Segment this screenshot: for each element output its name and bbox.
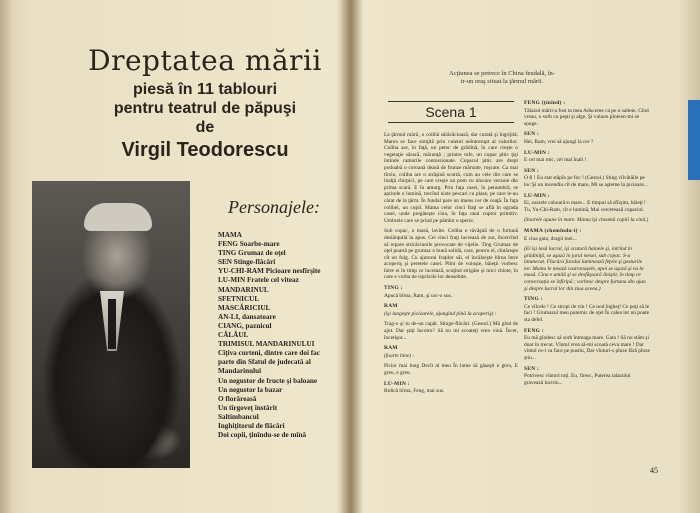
cast-item: MANDARINUL [218,285,269,294]
text-column-left [384,132,518,399]
paragraph: Ce vîlcele ! Ce stropi de vin ! Ce nod îngheţ! Ce poţi să le faci ! Grumazul meu puternic de oţel În calea lor nu poate sta defel. [524,303,650,324]
cast-item: CIANG, paznicul [218,321,272,330]
cast-item: Doi copii, ţinîndu-se de mînă [218,431,307,440]
play-subtitle-2: pentru teatrul de păpuşi [113,100,297,117]
paragraph: Hei, Ram, vrei să ajungi la cer ? [524,138,594,145]
speaker-label: SEN : [524,167,540,174]
cast-item: CĂLĂUL [218,331,249,340]
setting-note [432,70,572,86]
play-subtitle-3: de [195,119,215,136]
cast-item: Inghiţitorul de flăcări [218,421,285,430]
setting-line-2: tr-un oraş situat la ţărmul mării. [460,78,544,85]
photo-tie [108,299,116,349]
bookmark-tab [688,100,700,180]
speaker-label: FENG : [524,327,544,334]
author-name: Virgil Teodorescu [121,139,289,161]
page-number: 45 [650,466,658,475]
cast-item: LU-MIN Fratele cel viteaz [218,276,299,285]
cast-item: TING Grumaz de oţel [218,249,286,258]
paragraph: Ei, soarele coboară-n mare... E timpul să sfîrşim, băieţi ! Tu, Yu-Chi-Ram, cît e lumină, Mai cercetează copaciul. [524,200,646,213]
cast-item: Un tîrgoveţ înstărit [218,403,278,412]
speaker-label: TING : [524,296,543,303]
cast-item: MAMA [218,231,242,239]
stage-direction: (Ei îşi lasă lucrul, îşi scutură hainele şi, intrînd în grădiniţă, se aşază în jurul mesei, sub copac. S-a întunecat. Flacăra focului luminează feţele şi gesturile lor. Mama le mează castronaşele, apoi se aşază şi ea la masă. Cina e umilă şi se desfăşoară liniştit, în timp ce conversaţia se înfiripă ; vorbesc despre furtuna din ajun şi despre lucrul lor din ziua aceea.) [524,246,646,292]
cast-item: FENG Soarbe-mare [218,240,280,249]
speaker-label: RAM [384,345,398,352]
speaker-label: LU-MIN : [524,192,550,199]
characters-heading: Personajele: [228,197,320,217]
paragraph: Picior mai lung Decît al meu În lume să găseşti e greu, E greu, e greu. [384,363,518,376]
paragraph: Apucă bîrna, Ram, şi urc-o sus. [384,292,452,299]
cast-item: AN-LI, dansatoare [218,312,276,321]
cast-item: Un negustor la bazar [218,385,283,394]
cast-item: SFETNICUL [218,294,260,303]
cast-item: SEN Stinge-flăcări [218,258,276,267]
paragraph: Tălazul mării-a fost ta mea Aduceme ca pe o salteie. Cînd vreau, o sorb cu peşti şi alge, Şi vuluen pînteen-mi se spoge. [524,107,649,127]
speaker-label: SEN : [524,365,540,372]
play-title: Dreptatea mării [88,44,322,77]
paragraph: Ridică bîrna, Feng, mai sus. [384,388,445,395]
stage-direction: (foarte bine) : [384,352,415,359]
scene-title: Scena 1 [425,104,477,120]
cast-item: Un negustor de fructe şi baloane [218,376,318,385]
stage-direction: (Soarele apune în mare. Mama îşi cheamă copiii la cină.) [524,217,649,224]
speaker-label: LU-MIN : [524,149,550,156]
paragraph: E cina gata, dragii mei... [524,235,577,242]
play-subtitle-1: piesă în 11 tablouri [132,81,278,98]
stage-direction: (îşi lungeşte picioarele, ajungînd pînă la acoperiş) : [384,310,497,317]
cast-item: Saltimbancul [218,412,259,421]
cast-item: O florăreasă [218,394,257,403]
photo-hair [84,203,152,231]
paragraph: La ţărmul mării, o colibă sărăcăcioasă, dar curată şi îngrijită. Marea se face simţită prin vuietul neîntrerupt al valurilor. Coliba are, în faţă, un petec de grădină, în care creşte o vegetaţie săracă, mărunţă ; printre tufe, un copac pitic ţişi întinde ramurile contorsionate. Copacul pitic are drept podoabă o coroană deasă de frunze mărunte, roşcate. Ca mai tîrziu, coliba are o străşină scurtă, cum au cele din care se înalţă chirpici, pe care creşte un pom cu ulucare verzuie din prima scară. E în amurg. Prin faţa casei, în penumbră, se aprinde o lumină, trecînd niste pescari cu plase, pe care le-au cărat de la ţărm. În fundal pare un imens cer de ceaţă. În faţa colibei, un copil. Mama celor cinci fraţi se află în ograda casei, unde pregăteşte cina, în faţa unui cuptor primitiv. Umbrele care se prind pe pămînt o sperie. [384,132,518,224]
paragraph: Potrivesc vînturi toţi. Eu, firesc, Puterea talazului gravează luciriu... [524,373,631,386]
setting-line-1: Acţiunea se petrece în China feudală, în- [449,70,555,77]
left-page-edge [0,0,14,513]
cast-item: Cîţiva curteni, dintre care doi fac [218,349,320,358]
cast-item: TRIMISUL MANDARINULUI [218,340,315,349]
cast-item: parte din Sfatul de judecată al [218,358,311,367]
cast-item: YU-CHI-RAM Picioare nesfîrşite [218,267,321,276]
cast-item: Mandarinului [218,367,262,376]
speaker-label: RAM [384,303,398,310]
paragraph: Sub copac, o masă, lavite. Coliba e răvăşită de o furtună deslănţuită la apus. Cei cinci fraţi lucrează de zor, încercînd să repare stricăciunile provocate de vijelie. Ting Grumaz de oţel poartă pe grumaz o bună solidă, care, pentru el, cîntăreşte cît un fulg. Cu ajutorul fraţilor săi, el încălzeşte bîrna între acoperiş şi peretele casei. Plini de voioşie, băieţii vorbesc între ei în timp ce lucrează, scoţînd strigăte şi mici chiote, în care e vorba de isprăvile lor deosebite. [384,228,518,281]
text-column-right [524,100,650,390]
paragraph: Eu mă gîndesc să sorb întreaga mare. Gata ! Să nu stăm şi doar în trecut. Vîntul vrea să-mi scoată ceva mare ! Dar vîntul ce-l va face pe pustiu, Dar vînturi-s pînze fără pînze ştiu... [524,335,650,361]
speaker-label: FENG (ţinînd) : [524,100,566,106]
cast-item: MASCĂRICIUL [218,303,271,312]
speaker-label: LU-MIN : [384,380,410,387]
paragraph: O fi ! Eu stat stăpîn pe foc ! (Gestul.) Sting vîlvătăile pe loc Şi un incendiu cît de mare, Mi se aşterne la picioare... [524,175,648,188]
speaker-label: SEN : [524,131,540,138]
speaker-label: TING : [384,285,403,292]
speaker-label: MAMA (chemîndu-i) : [524,227,582,234]
paragraph: E cel mai mic, cel mai înalt ! [524,157,587,164]
author-photo [32,181,190,468]
cast-list [218,231,336,440]
paragraph: Trag-o şi tu de-un capăt. Stinge-flăcări. (Gestul.) Mă gînd de ajut. Dar ştiţi încotro? Să nu mi scoateţi vreo vină. Încet, încetişor... [384,321,518,341]
book-gutter [340,0,362,513]
